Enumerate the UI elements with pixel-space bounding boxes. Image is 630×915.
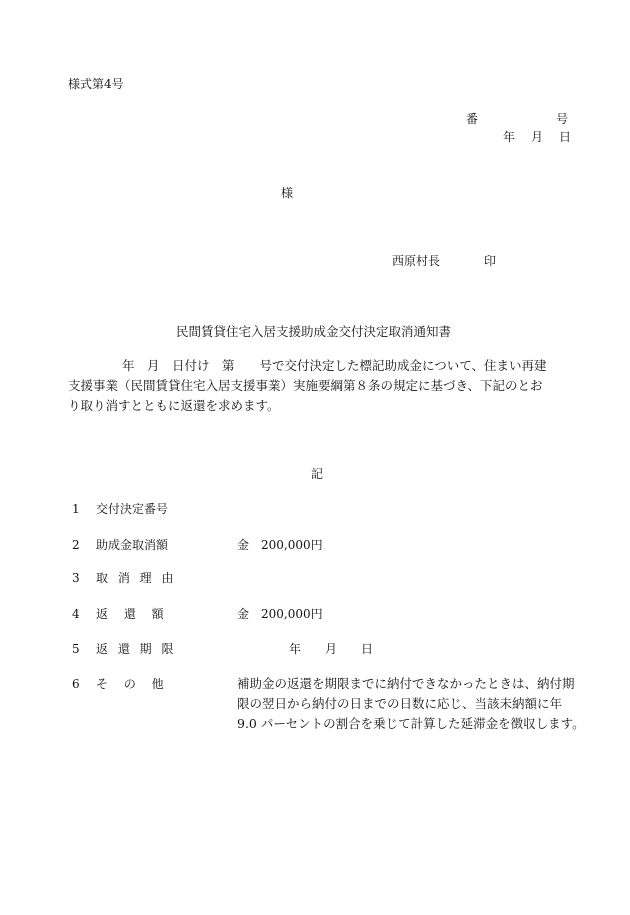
item-value: 金 200,000円	[237, 607, 323, 621]
issue-date: 年 月 日	[503, 130, 574, 144]
body-line: 支援事業（民間賃貸住宅入居支援事業）実施要綱第８条の規定に基づき、下記のとお	[68, 378, 543, 393]
note-line: 補助金の返還を期限までに納付できなかったときは、納付期	[237, 676, 575, 691]
item-label: 取 消 理 由	[96, 571, 177, 585]
item-label: 助成金取消額	[96, 538, 169, 552]
body-line: 年 月 日付け 第 号で交付決定した標記助成金について、住まい再建	[122, 358, 547, 373]
item-number: 2	[72, 538, 80, 552]
note-line: 限の翌日から納付の日までの日数に応じ、当該未納額に年	[237, 696, 563, 711]
item-number: 3	[72, 571, 80, 585]
issuer-name: 西原村長	[392, 254, 441, 268]
item-label: 返 還 期 限	[96, 642, 177, 656]
item-label: そ の 他	[96, 677, 164, 691]
number-label-ban: 番	[466, 112, 479, 126]
item-number: 5	[72, 642, 80, 656]
seal-mark: 印	[484, 254, 497, 268]
item-number: 1	[72, 502, 80, 516]
document-title: 民間賃貸住宅入居支援助成金交付決定取消通知書	[176, 324, 452, 339]
item-value: 金 200,000円	[237, 538, 323, 552]
number-label-go: 号	[556, 112, 569, 126]
item-label: 交付決定番号	[96, 502, 169, 516]
body-paragraph	[68, 356, 580, 416]
recipient-suffix: 様	[281, 186, 294, 200]
ki-label: 記	[311, 467, 324, 481]
item-value: 年 月 日	[289, 642, 374, 656]
item-label: 返 還 額	[96, 607, 164, 621]
other-note	[237, 674, 583, 734]
item-number: 6	[72, 677, 80, 691]
form-number: 様式第4号	[68, 77, 124, 91]
item-number: 4	[72, 607, 80, 621]
body-line: り取り消すとともに返還を求めます。	[68, 398, 280, 413]
note-line: 9.0 パーセントの割合を乗じて計算した延滞金を徴収します。	[237, 716, 585, 731]
